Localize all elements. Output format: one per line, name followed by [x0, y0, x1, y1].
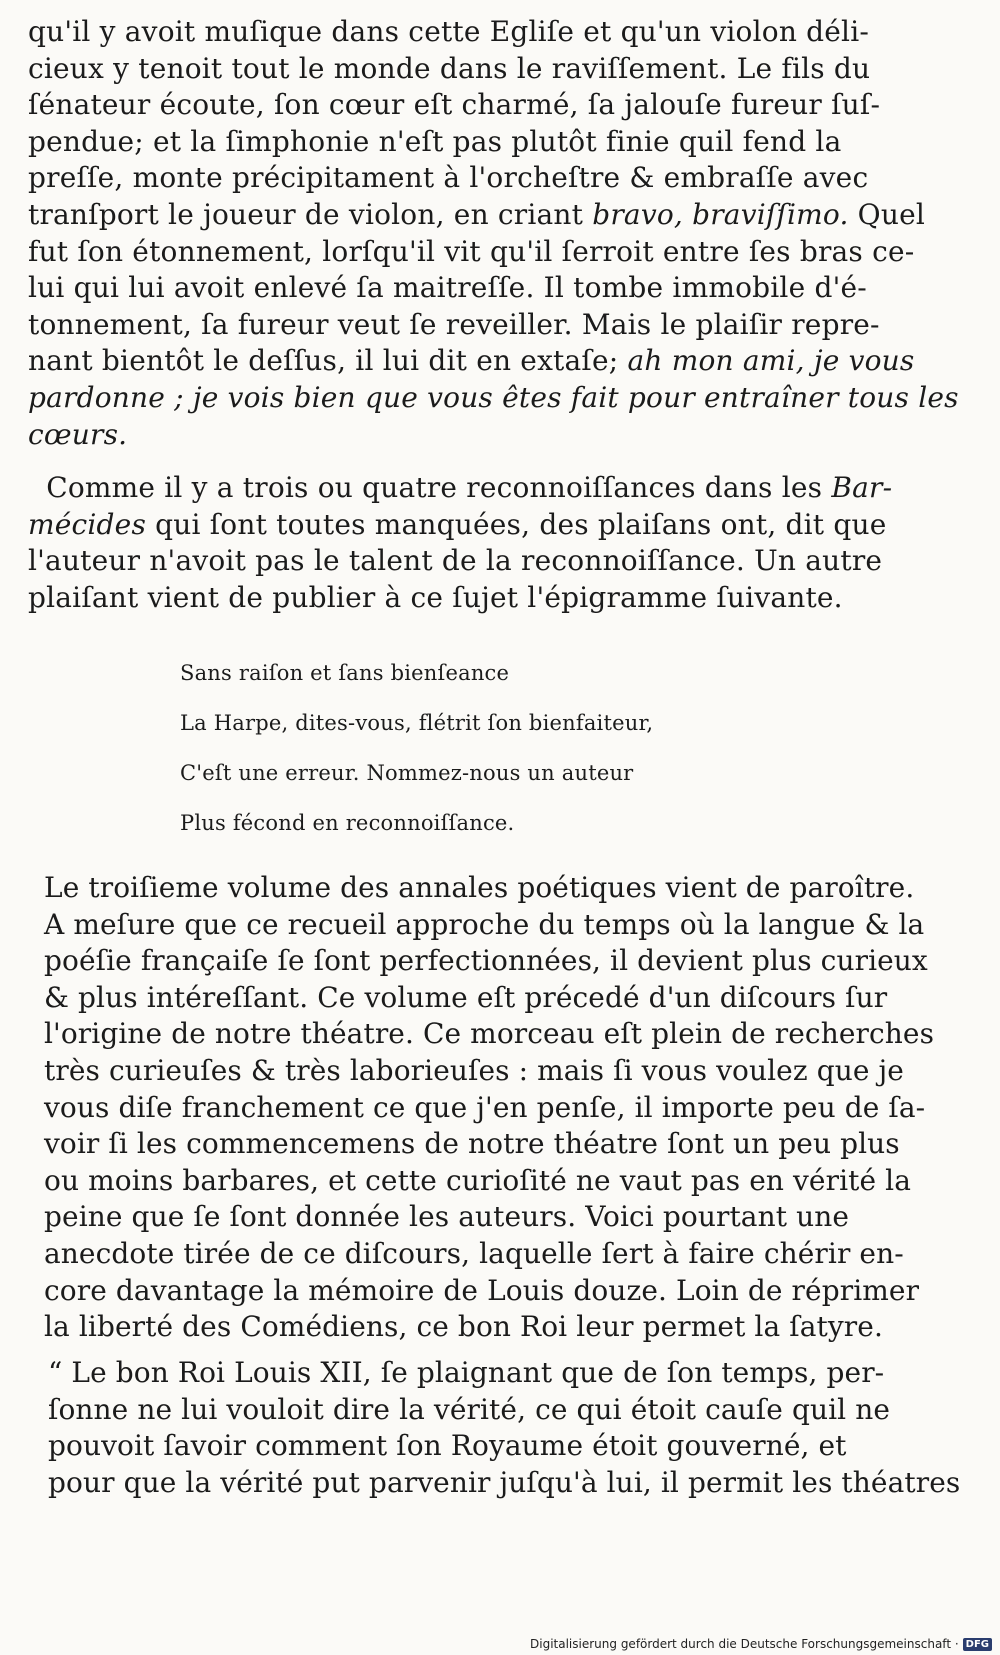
text-line: Le troiſieme volume des annales poétiques vient de paroître.: [44, 871, 915, 904]
paragraph-barmecides: [28, 470, 928, 616]
credit-text: Digitalisierung gefördert durch die Deutsche Forschungsgemeinschaft ·: [530, 1637, 959, 1651]
text-line: fut ſon étonnement, lorſqu'il vit qu'il ſerroit entre ſes bras ce-: [28, 234, 915, 268]
text-line: voir ſi les commencemens de notre théatre ſont un peu plus: [44, 1127, 900, 1161]
paragraph-louis-xii-quote: [48, 1355, 961, 1501]
dfg-logo: DFG: [963, 1638, 992, 1651]
text-line: ſonne ne lui vouloit dire la vérité, ce qui étoit cauſe quil ne: [48, 1392, 891, 1426]
text-line: qu'il y avoit muſique dans cette Egliſe et qu'un violon déli-: [28, 15, 870, 48]
text-line-mixed: [28, 507, 928, 544]
verse-line: C'eſt une erreur. Nommez-nous un auteur: [180, 761, 634, 785]
text-line: preſſe, monte précipitament à l'orcheſtre & embraſſe avec: [28, 161, 869, 195]
italic-exclamation: bravo, braviſſimo.: [592, 197, 849, 231]
verse-line: La Harpe, dites-vous, flétrit ſon bienfaiteur,: [180, 711, 654, 735]
text-line-mixed: [28, 197, 928, 234]
text-line: & plus intéreſſant. Ce volume eſt précedé d'un diſcours ſur: [44, 980, 888, 1014]
text-line-mixed: [28, 343, 928, 380]
epigram: [180, 648, 740, 848]
text-line: anecdote tirée de ce diſcours, laquelle ſert à faire chérir en-: [44, 1236, 904, 1270]
text-line: lui qui lui avoit enlevé ſa maitreſſe. Il tombe immobile d'é-: [28, 271, 867, 305]
text-segment: Comme il y a trois ou quatre reconnoiſſances dans les: [46, 471, 832, 504]
text-line: l'origine de notre théatre. Ce morceau eſt plein de recherches: [44, 1017, 935, 1051]
text-segment: Quel: [848, 197, 925, 231]
text-line: pouvoit ſavoir comment ſon Royaume étoit gouverné, et: [48, 1429, 847, 1463]
paragraph-annales-poetiques: [44, 870, 944, 1346]
text-line: la liberté des Comédiens, ce bon Roi leur permet la ſatyre.: [44, 1310, 883, 1344]
text-line: A meſure que ce recueil approche du temps où la langue & la: [44, 907, 925, 941]
text-segment: nant bientôt le deſſus, il lui dit en extaſe;: [28, 344, 628, 378]
text-line: core davantage la mémoire de Louis douze. Loin de réprimer: [44, 1273, 920, 1307]
text-line: tonnement, ſa fureur veut ſe reveiller. Mais le plaiſir repre-: [28, 307, 880, 341]
verse-line: Plus fécond en reconnoiſſance.: [180, 811, 515, 835]
text-line: plaiſant vient de publier à ce ſujet l'épigramme ſuivante.: [28, 580, 843, 614]
text-line: “ Le bon Roi Louis XII, ſe plaignant que de ſon temps, per-: [48, 1356, 885, 1389]
text-line: ou moins barbares, et cette curioſité ne vaut pas en vérité la: [44, 1163, 911, 1197]
text-line: pour que la vérité put parvenir juſqu'à lui, il permit les théatres: [48, 1465, 961, 1499]
italic-quote-line: cœurs.: [28, 417, 128, 451]
italic-title: Bar-: [831, 471, 893, 504]
italic-title: mécides: [28, 507, 147, 541]
italic-quote: ah mon ami, je vous: [627, 344, 915, 378]
verse-line: Sans raiſon et ſans bienſeance: [180, 661, 510, 685]
text-line: l'auteur n'avoit pas le talent de la reconnoiſſance. Un autre: [28, 544, 883, 578]
text-segment: tranſport le joueur de violon, en criant: [28, 197, 593, 231]
text-line: peine que ſe ſont donnée les auteurs. Voici pourtant une: [44, 1200, 850, 1234]
text-line: pendue; et la ſimphonie n'eſt pas plutôt finie quil fend la: [28, 124, 842, 158]
text-line: très curieuſes & très laborieuſes : mais ſi vous voulez que je: [44, 1053, 904, 1087]
text-line: ſénateur écoute, ſon cœur eſt charmé, ſa jalouſe fureur ſuſ-: [28, 88, 881, 122]
italic-quote-line: pardonne ; je vois bien que vous êtes fait pour entraîner tous les: [28, 380, 959, 414]
text-line: cieux y tenoit tout le monde dans le raviſſement. Le fils du: [28, 51, 871, 85]
paragraph-story-end: [28, 14, 959, 453]
text-segment: qui ſont toutes manquées, des plaiſans ont, dit que: [146, 507, 887, 541]
digitization-credit: [530, 1637, 992, 1651]
text-line: poéſie françaiſe ſe ſont perfectionnées, il devient plus curieux: [44, 944, 928, 978]
text-line: vous diſe franchement ce que j'en penſe, il importe peu de ſa-: [44, 1090, 926, 1124]
text-line-mixed: [28, 470, 928, 507]
